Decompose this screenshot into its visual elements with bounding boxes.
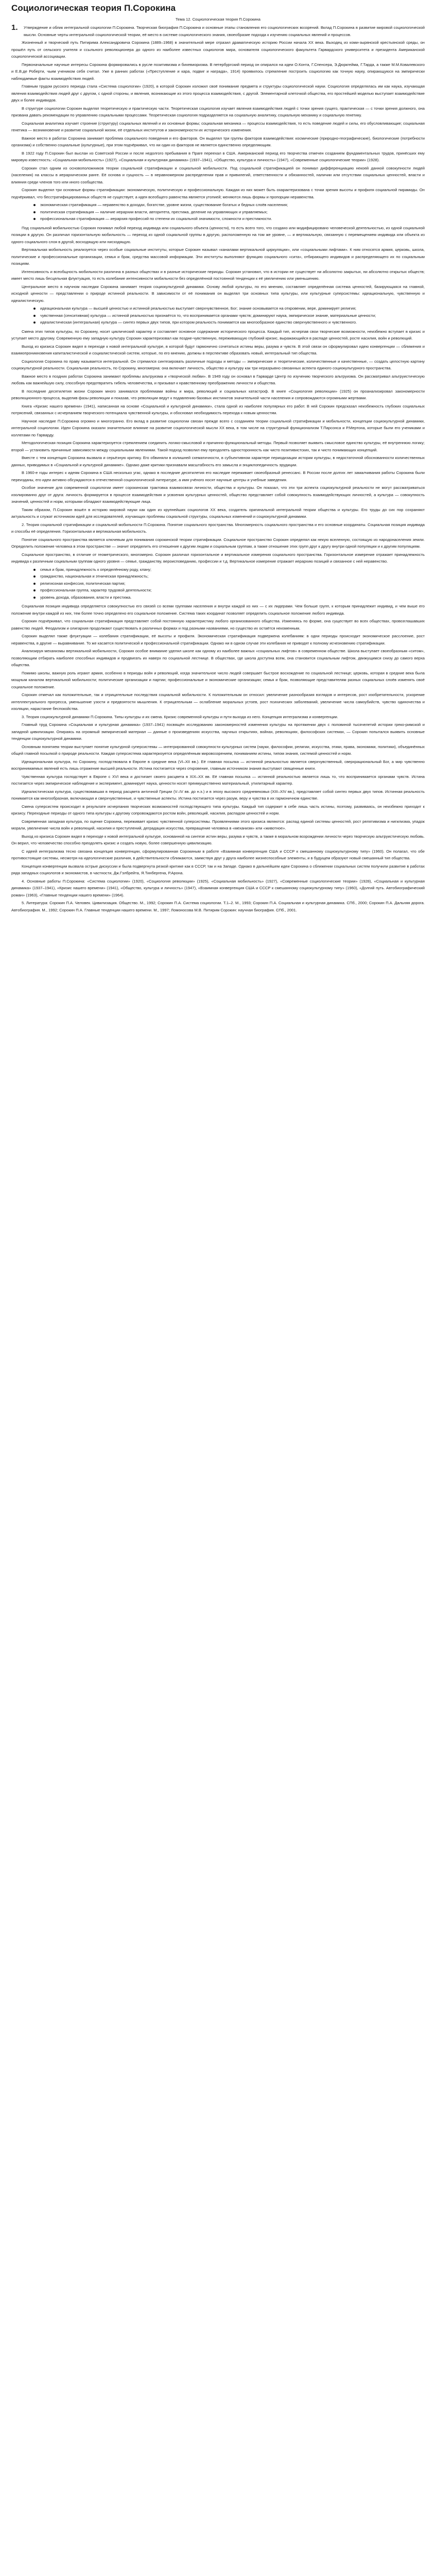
paragraph: Главный труд Сорокина «Социальная и культурная динамика» (1937–1941) посвящён исследованию закономерностей изменения культуры на протяжении двух с половиной тысячелетий истории греко-римской и западной цивилизации. Опираясь на огромный эмпирический материал — данные о произведениях искусства, научных открытиях, войнах, революциях, философских системах, — Сорокин попытался выявить основные тенденции социокультурной динамики.: [11, 722, 425, 741]
paragraph: Концепция конвергенции вызвала острые дискуссии и была подвергнута резкой критике как в СССР, так и на Западе. Однако в дальнейшем идеи Сорокина о сближении социальных систем получили развитие в работах ряда западных социологов и экономистов, в частности, Дж.Гэлбрейта, Я.Тинбергена, Р.Арона.: [11, 863, 425, 875]
paragraph: Смена этих типов культуры, по Сорокину, носит циклический характер и составляет основное содержание исторического процесса. Каждый тип, исчерпав свои творческие возможности, неизбежно вступает в кризис и уступает место другому. Современную ему западную культуру Сорокин характеризовал как поздне-чувственную, переживающую глубокий кризис, выражающийся в распаде ценностей, росте насилия, войн и революций.: [11, 329, 425, 341]
bullet-list: [11, 566, 425, 601]
paragraph: Социальная аналитика изучает строение (структуру) социальных явлений и их основные формы; социальная механика — процессы взаимодействия, то есть поведение людей и силы, его обусловливающие; социальная генетика — возникновение и развитие социальной жизни, её отдельных институтов и закономерности их исторического изменения.: [11, 121, 425, 132]
paragraph: Сорокин стал одним из основоположников теории социальной стратификации и социальной мобильности. Под социальной стратификацией он понимал дифференциацию некоей данной совокупности людей (населения) на классы в иерархическом ранге. Её основа и сущность — в неравномерном распределении прав и привилегий, ответственности и обязанностей, наличии или отсутствии социальных ценностей, власти и влияния среди членов того или иного сообщества.: [11, 165, 425, 184]
bullet-list-item: уровень дохода, образования, власти и престижа.: [40, 594, 425, 601]
paragraph: Смена суперсистем происходит в результате исчерпания творческих возможностей господствующего типа культуры. Каждый тип содержит в себе лишь часть истины, поэтому, развиваясь, он неизбежно приходит к кризису. Переходные периоды от одного типа культуры к другому сопровождаются ростом войн, революций, насилия, распадом ценностей и норм.: [11, 804, 425, 816]
paragraph: Понятие социального пространства является ключевым для понимания сорокинской теории стратификации. Социальное пространство Сорокин определял как некую вселенную, состоящую из народонаселения земли. Определить положение человека в этом пространстве — значит определить его отношение к другим людям и социальным группам, а также отношение этих групп друг к другу внутри одной популяции и к другим популяциям.: [11, 537, 425, 549]
bullet-list: [11, 305, 425, 326]
bullet-list: [11, 201, 425, 223]
section-intro-text: Утверждение и облик интегральной социологии П.Сорокина. Творческая биография П.Сорокина и основные этапы становления его социологических воззрений. Вклад П.Сорокина в развитие мировой социологической мысли. Основные черты интегральной социологической теории, её место в системе социологического знания, своеобразие подхода к изучению социальных явлений и процессов.: [24, 25, 425, 37]
document-page: [0, 0, 436, 913]
bullet-list-item: экономическая стратификация — неравенство в доходах, богатстве, уровне жизни, существование богатых и бедных слоёв населения;: [40, 201, 425, 209]
paragraph: Современная западная культура, по оценке Сорокина, переживает кризис чувственной суперсистемы. Проявлениями этого кризиса являются: распад единой системы ценностей, рост релятивизма и нигилизма, упадок морали, увеличение числа войн и революций, насилия и преступлений, деградация искусства, превращение человека в «механизм» или «животное».: [11, 819, 425, 831]
paragraph: 4. Основные работы П.Сорокина: «Система социологии» (1920), «Социология революции» (1925), «Социальная мобильность» (1927), «Современные социологические теории» (1928), «Социальная и культурная динамика» (1937–1941), «Кризис нашего времени» (1941), «Общество, культура и личность» (1947), «Взаимная конвергенция США и СССР к смешанному социокультурному типу» (1960), «Долгий путь. Автобиографический роман» (1963), «Главные тенденции нашего времени» (1964).: [11, 878, 425, 897]
bullet-list-item: политическая стратификация — наличие иерархии власти, авторитета, престижа, деление на управляющих и управляемых;: [40, 209, 425, 216]
page-title: Социологическая теория П.Сорокина: [11, 3, 176, 13]
paragraph: 2. Теория социальной стратификации и социальной мобильности П.Сорокина. Понятие социального пространства. Многомерность социального пространства и его основные координаты. Социальная позиция индивида и способы её определения. Горизонтальная и вертикальная мобильность.: [11, 522, 425, 534]
paragraph: В последние десятилетия жизни Сорокин много занимался проблемами войны и мира, революций и социальных катастроф. В книге «Социология революции» (1925) он проанализировал закономерности революционного процесса, выделив фазы революции и показав, что революции ведут к подавлению базовых инстинктов значительной части населения и сопровождаются огромными жертвами.: [11, 388, 425, 400]
paragraph: Социология Сорокина по праву называется интегральной. Он стремился синтезировать различные подходы и методы — эмпирические и теоретические, количественные и качественные, — создать целостную картину социокультурной реальности. Социальная реальность, по Сорокину, многомерна: она включает личность, общество и культуру как три неразрывно связанных аспекта единого социокультурного пространства.: [11, 359, 425, 370]
bullet-list-item: профессиональная группа, характер трудовой деятельности;: [40, 587, 425, 594]
paragraph: В 1922 году П.Сорокин был выслан из Советской России и после недолгого пребывания в Праге переехал в США. Американский период его творчества отмечен созданием фундаментальных трудов, принёсших ему мировую известность: «Социальная мобильность» (1927), «Социальная и культурная динамика» (1937–1941), «Общество, культура и личность» (1947), «Современные социологические теории» (1928).: [11, 150, 425, 162]
paragraph: Главным трудом русского периода стала «Система социологии» (1920), в которой Сорокин изложил своё понимание предмета и структуры социологической науки. Социология определялась им как наука, изучающая явления взаимодействия людей друг с другом, с одной стороны, и явления, возникающие из этого процесса взаимодействия, с другой. Элементарной клеточкой общества, его простейшей моделью выступает взаимодействие двух и более индивидов.: [11, 84, 425, 103]
paragraph: В структуре социологии Сорокин выделял теоретическую и практическую части. Теоретическая социология изучает явления взаимодействия людей с точки зрения сущего, практическая — с точки зрения должного, она призвана давать рекомендации по управлению социальными процессами. Теоретическая социология подразделяется на социальную аналитику, социальную механику и социальную генетику.: [11, 106, 425, 117]
paragraph: Социальное пространство, в отличие от геометрического, многомерно. Сорокин различал горизонтальное и вертикальное измерения социального пространства. Горизонтальное измерение отражает принадлежность индивида к различным социальным группам одного уровня — семье, гражданству, вероисповеданию, профессии и т.д. Вертикальное измерение отражает иерархию позиций и связанное с ней неравенство.: [11, 552, 425, 564]
paragraph: Научное наследие П.Сорокина огромно и многогранно. Его вклад в развитие социологии связан прежде всего с созданием теории социальной стратификации и мобильности, концепции социокультурной динамики, интегральной социологии. Идеи Сорокина оказали значительное влияние на развитие социологической мысли XX века, в том числе на структурный функционализм Т.Парсонса и Р.Мертона, которые были его учениками и коллегами по Гарварду.: [11, 418, 425, 437]
paragraph: Таким образом, П.Сорокин вошёл в историю мировой науки как один из крупнейших социологов XX века, создатель оригинальной интегральной теории общества и культуры. Его труды до сих пор сохраняют актуальность и служат источником идей для исследователей, изучающих проблемы социальной структуры, социальных изменений и социокультурной динамики.: [11, 507, 425, 519]
paragraph: Идеациональная культура, по Сорокину, господствовала в Европе в средние века (VI–XII вв.). Её главная посылка — истинной реальностью является сверхчувственный, сверхрациональный Бог, а мир чувственно воспринимаемых явлений есть лишь отражение высшей реальности. Истина постигается через откровение, главным источником знания выступают священные книги.: [11, 759, 425, 771]
section-number: 1.: [11, 23, 18, 32]
bullet-list-item: религиозная конфессия, политическая партия;: [40, 580, 425, 587]
paragraph: Методологическая позиция Сорокина характеризуется стремлением соединить логико-смысловой и причинно-функциональный методы. Первый позволяет выявить смысловое единство культуры, её внутреннюю логику; второй — установить причинные зависимости между социальными явлениями. Такой подход позволил ему преодолеть односторонность как чисто позитивистских, так и чисто понимающих концепций.: [11, 440, 425, 452]
paragraph: Сорокин отмечал как положительные, так и отрицательные последствия социальной мобильности. К положительным он относил: увеличение разнообразия взглядов и интересов, рост изобретательности, ускорение интеллектуального прогресса, уменьшение узости и предвзятости мышления. К отрицательным — ослабление моральных устоев, рост психических заболеваний, увеличение числа самоубийств, чувство одиночества и изоляции, нарастание беспокойства.: [11, 692, 425, 711]
paragraph: Выход из кризиса Сорокин видел в переходе к новой интегральной культуре, в которой будут гармонично сочетаться истины веры, разума и чувств. В этой связи он сформулировал идею конвергенции — сближения и взаимопроникновения капиталистической и социалистической систем, которые, по его мнению, должны в перспективе образовать новый, интегральный тип общества.: [11, 344, 425, 355]
document-body: [11, 39, 425, 913]
paragraph: Важное место в поздних работах Сорокина занимают проблемы альтруизма и «творческой любви». В 1949 году он основал в Гарварде Центр по изучению творческого альтруизма. Он рассматривал альтруистическую любовь как важнейшую силу, способную предотвратить гибель человечества, и призывал к нравственному преображению личности и общества.: [11, 374, 425, 385]
paragraph: Идеалистическая культура, существовавшая в период расцвета античной Греции (V–IV вв. до н.э.) и в эпоху высокого средневековья (XIII–XIV вв.), представляет собой синтез первых двух типов. Истинная реальность понимается как многообразная, включающая и сверхчувственные, и чувственные аспекты. Истина постигается через разум, веру и чувства в их гармоничном единстве.: [11, 789, 425, 801]
paragraph: Вертикальная мобильность реализуется через особые социальные институты, которые Сорокин называл «каналами вертикальной циркуляции», или «социальными лифтами». К ним относятся армия, церковь, школа, политические и профессиональные организации, семья и брак, средства массовой информации. Эти институты выполняют функцию социального «сита», отбирающего индивидов и распределяющего их по социальным позициям.: [11, 247, 425, 266]
bullet-list-item: гражданство, национальная и этническая принадлежность;: [40, 573, 425, 580]
paragraph: Под социальной мобильностью Сорокин понимал любой переход индивида или социального объекта (ценности), то есть всего того, что создано или модифицировано человеческой деятельностью, из одной социальной позиции в другую. Он различал горизонтальную мобильность — переход из одной социальной группы в другую, расположенную на том же уровне, — и вертикальную, связанную с перемещением индивида или объекта из одного социального слоя в другой, восходящую или нисходящую.: [11, 225, 425, 244]
paragraph: Выход из кризиса Сорокин видел в переходе к новой интегральной культуре, основанной на синтезе истин веры, разума и чувств, а также в моральном возрождении личности через творческую альтруистическую любовь. Он верил, что человечество способно преодолеть кризис и создать новую, более совершенную цивилизацию.: [11, 834, 425, 845]
paragraph: Жизненный и творческий путь Питирима Александровича Сорокина (1889–1968) в значительной мере отразил драматическую историю России начала XX века. Выходец из коми-зырянской крестьянской среды, он прошёл путь от сельского учителя и ссыльного революционера до одного из наиболее известных социологов мира, основателя социологического факультета Гарвардского университета и президента Американской социологической ассоциации.: [11, 40, 425, 59]
paragraph: Вместе с тем концепция Сорокина вызвала и серьёзную критику. Его обвиняли в излишней схематичности, в субъективном характере периодизации истории культуры, в недостаточной обоснованности количественных данных, приводимых в «Социальной и культурной динамике». Однако даже критики признавали масштабность его замысла и энциклопедичность эрудиции.: [11, 455, 425, 467]
numbered-section-1: [11, 24, 425, 38]
paragraph: Сорокин выделял три основные формы стратификации: экономическую, политическую и профессиональную. Каждая из них может быть охарактеризована с точки зрения высоты и профиля социальной пирамиды. Он подчёркивал, что бесстратифицированных обществ не существует, а идея всеобщего равенства является утопией; меняются лишь формы и пропорции неравенства.: [11, 188, 425, 199]
bullet-list-item: идеалистическая (интегральная) культура — синтез первых двух типов, при котором реальность понимается как многообразное единство сверхчувственного и чувственного.: [40, 319, 425, 326]
paragraph: В 1960-е годы интерес к идеям Сорокина в США несколько угас, однако в последние десятилетия его наследие переживает своеобразный ренессанс. В России после долгих лет замалчивания работы Сорокина были переизданы, его идеи активно обсуждаются в отечественной социологической литературе, а имя учёного носят научные центры и учебные заведения.: [11, 470, 425, 482]
paragraph: Сорокин подчёркивал, что социальная стратификация представляет собой постоянную характеристику любого организованного общества. Изменяясь по форме, она существует во всех обществах, провозглашавших равенство людей. Феодализм и олигархия продолжают существовать в различных формах и под разными названиями, но существо их остаётся неизменным.: [11, 619, 425, 631]
paragraph: Центральное место в научном наследии Сорокина занимает теория социокультурной динамики. Основу любой культуры, по его мнению, составляет определённая система ценностей, базирующаяся на главной, исходной ценности — представлении о природе истинной реальности. В зависимости от её понимания он выделял три основных типа культуры, или культурные суперсистемы: идеациональную, чувственную и идеалистическую.: [11, 284, 425, 303]
bullet-list-item: чувственная (сенситивная) культура — истинной реальностью признаётся то, что воспринимается органами чувств; доминируют наука, эмпирическое знание, материальные ценности;: [40, 312, 425, 319]
paragraph: Помимо школы, важную роль играют армия, особенно в периоды войн и революций, когда значительное число людей совершает быстрое восхождение по социальной лестнице; церковь, которая в средние века была мощным каналом вертикальной мобильности; политические организации и партии; профессиональные и экономические организации; семья и брак, позволяющие представителям разных социальных слоёв изменять своё социальное положение.: [11, 670, 425, 689]
paragraph: Анализируя механизмы вертикальной мобильности, Сорокин особое внимание уделял школе как одному из наиболее важных «социальных лифтов» в современном обществе. Школа выступает своеобразным «ситом», позволяющим отбирать наиболее способных индивидов и продвигать их наверх по социальной лестнице. В обществах, где школа доступна всем, она становится социальным лифтом, движущимся снизу до самого верха общества.: [11, 649, 425, 667]
bullet-list-item: идеациональная культура — высшей ценностью и истинной реальностью выступает сверхчувственное, Бог; знание основывается на откровении, вере, доминирует религия;: [40, 305, 425, 312]
paragraph: Сорокин выделял также флуктуации — колебания стратификации, её высоты и профиля. Экономическая стратификация подвержена колебаниям: в одни периоды происходит экономическое расслоение, рост неравенства, в другие — выравнивание. То же касается политической и профессиональной стратификации. Однако ни в одном случае эти колебания не приводят к полному исчезновению стратификации.: [11, 634, 425, 646]
paragraph: Первоначальные научные интересы Сорокина формировались в русле позитивизма и бихевиоризма. В петербургский период он опирался на идеи О.Конта, Г.Спенсера, Э.Дюркгейма, Г.Тарда, а также М.М.Ковалевского и Е.В.де Роберти, чьим учеником себя считал. Уже в ранних работах («Преступление и кара, подвиг и награда», 1914) проявилось стремление построить социологию как точную науку, опирающуюся на эмпирически наблюдаемые факты взаимодействия людей.: [11, 62, 425, 81]
bullet-list-item: семья и брак, принадлежность к определённому роду, клану;: [40, 566, 425, 573]
bullet-list-item: профессиональная стратификация — иерархия профессий по степени их социальной значимости, сложности и престижности.: [40, 215, 425, 223]
paragraph: 3. Теория социокультурной динамики П.Сорокина. Типы культуры и их смена. Кризис современной культуры и пути выхода из него. Концепция интегрализма и конвергенции.: [22, 714, 339, 719]
paragraph: Социальная позиция индивида определяется совокупностью его связей со всеми группами населения и внутри каждой из них — с их лидерами. Чем больше групп, к которым принадлежит индивид, и чем выше его положение внутри каждой из них, тем более точно определено его социальное положение. Система таких координат позволяет определить социальное положение любого индивида.: [11, 604, 425, 616]
paragraph: Чувственная культура господствует в Европе с XVI века и достигает своего расцвета в XIX–XX вв. Её главная посылка — истинной реальностью является лишь то, что воспринимается органами чувств. Истина постигается через эмпирическое наблюдение и эксперимент, доминирует наука, ценности носят преимущественно материальный, утилитарный характер.: [11, 774, 425, 786]
paragraph: Интенсивность и всеобщность мобильности различна в разных обществах и в разные исторические периоды. Сорокин установил, что в истории не существует ни абсолютно закрытых, ни абсолютно открытых обществ; имеет место лишь бесцельная флуктуация, то есть колебание интенсивности мобильности без определённой постоянной тенденции к её увеличению или уменьшению.: [11, 269, 425, 281]
paragraph: С идеей интегрализма тесно связана концепция конвергенции, сформулированная Сорокиным в работе «Взаимная конвергенция США и СССР к смешанному социокультурному типу» (1960). Он полагал, что обе противостоящие системы, несмотря на идеологические различия, в действительности сближаются, заимствуя друг у друга наиболее жизнеспособные элементы, и в будущем образуют новый смешанный тип общества.: [11, 849, 425, 860]
topic-subtitle: Тема 12. Социологическая теория П.Сорокина: [176, 17, 260, 22]
paragraph: Основным понятием теории выступает понятие культурной суперсистемы — интегрированной совокупности культурных систем (науки, философии, религии, искусства, этики, права, экономики, политики), объединённых общей главной посылкой о природе реальности. Каждая суперсистема характеризуется определённым мировоззрением, пониманием истины, типом знания, системой ценностей и норм.: [11, 744, 425, 756]
paragraph: 5. Литература: Сорокин П.А. Человек. Цивилизация. Общество. М., 1992; Сорокин П.А. Система социологии. Т.1–2. М., 1993; Сорокин П.А. Социальная и культурная динамика. СПб., 2000; Сорокин П.А. Дальняя дорога. Автобиография. М., 1992; Сорокин П.А. Главные тенденции нашего времени. М., 1997; Ломоносова М.В. Питирим Сорокин: научная биография. СПб., 2001.: [11, 901, 425, 912]
paragraph: Книга «Кризис нашего времени» (1941), написанная на основе «Социальной и культурной динамики», стала одной из наиболее популярных его работ. В ней Сорокин предсказал неизбежность глубоких социальных потрясений, связанных с исчерпанием творческого потенциала чувственной культуры, и обосновал необходимость перехода к новым ценностям.: [11, 403, 425, 415]
paragraph: Важное место в работах Сорокина занимает проблема социального поведения и его факторов. Он выделял три группы факторов взаимодействия: космические (природно-географические), биологические (потребности организма) и собственно социальные (культурные), при этом подчёркивал, что ни один из факторов не является единственно определяющим.: [11, 135, 425, 147]
paragraph: Особое значение для современной социологии имеет сорокинская трактовка взаимосвязи личности, общества и культуры. Он показал, что эти три аспекта социокультурной реальности не могут рассматриваться изолированно друг от друга: личность формируется в процессе взаимодействия и усвоения культурных ценностей, общество представляет собой совокупность взаимодействующих личностей, а культура — совокупность значений, ценностей и норм, которыми обладают взаимодействующие лица.: [11, 485, 425, 504]
